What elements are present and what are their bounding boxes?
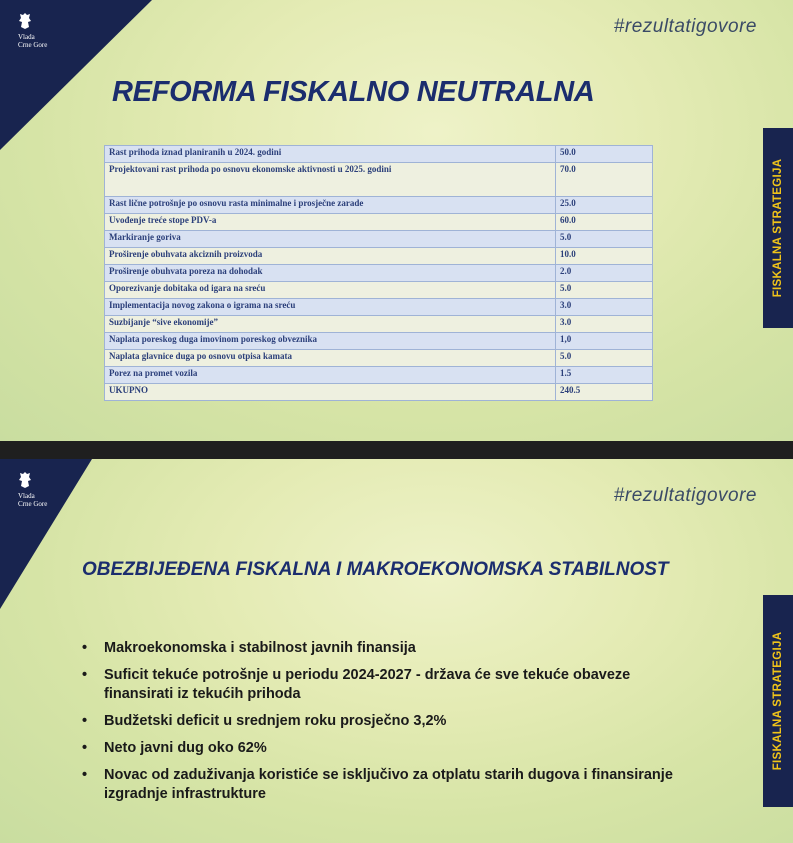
- logo-line2: Crne Gore: [18, 41, 48, 49]
- row-value: 240.5: [556, 384, 653, 401]
- row-label: Naplata poreskog duga imovinom poreskog obveznika: [105, 333, 556, 350]
- logo-line1: Vlada: [18, 492, 35, 500]
- slide-title: REFORMA FISKALNO NEUTRALNA: [112, 76, 595, 108]
- government-logo: [18, 12, 47, 49]
- row-value: 3.0: [556, 316, 653, 333]
- table-row: [105, 163, 653, 197]
- bullet-icon: •: [82, 713, 88, 729]
- bullet-text: Budžetski deficit u srednjem roku prosječno 3,2%: [104, 713, 447, 729]
- slide-divider: [0, 441, 793, 459]
- table-row: [105, 384, 653, 401]
- row-value: 25.0: [556, 197, 653, 214]
- table-row: [105, 248, 653, 265]
- row-value: 5.0: [556, 350, 653, 367]
- bullet-icon: •: [82, 640, 88, 656]
- table-row: [105, 350, 653, 367]
- row-value: 70.0: [556, 163, 653, 197]
- row-value: 2.0: [556, 265, 653, 282]
- table-row: [105, 197, 653, 214]
- row-label: Proširenje obuhvata akciznih proizvoda: [105, 248, 556, 265]
- row-label: Rast lične potrošnje po osnovu rasta minimalne i prosječne zarade: [105, 197, 556, 214]
- table-row: [105, 367, 653, 384]
- bullet-text: Neto javni dug oko 62%: [104, 740, 267, 756]
- table-row: [105, 231, 653, 248]
- logo-line1: Vlada: [18, 33, 35, 41]
- row-label: Suzbijanje “sive ekonomije”: [105, 316, 556, 333]
- row-label: UKUPNO: [105, 384, 556, 401]
- bullet-icon: •: [82, 767, 88, 783]
- row-value: 10.0: [556, 248, 653, 265]
- bullet-icon: •: [82, 667, 88, 683]
- bullet-icon: •: [82, 740, 88, 756]
- government-logo: [18, 471, 47, 508]
- row-label: Uvođenje treće stope PDV-a: [105, 214, 556, 231]
- bullet-item: [82, 712, 682, 731]
- corner-decoration: [0, 459, 100, 619]
- row-label: Naplata glavnice duga po osnovu otpisa kamata: [105, 350, 556, 367]
- bullet-text: Suficit tekuće potrošnje u periodu 2024-2027 - država će sve tekuće obaveze finansirati iz tekućih prihoda: [104, 667, 631, 702]
- coat-of-arms-icon: [18, 12, 32, 30]
- slide-stabilnost: [0, 459, 793, 843]
- row-label: Proširenje obuhvata poreza na dohodak: [105, 265, 556, 282]
- fiscal-table: [104, 145, 653, 401]
- bullet-item: [82, 639, 682, 658]
- table-row: [105, 282, 653, 299]
- side-tab-label: FISKALNA STRATEGIJA: [772, 631, 784, 771]
- row-value: 3.0: [556, 299, 653, 316]
- row-value: 1.5: [556, 367, 653, 384]
- side-tab: [763, 595, 793, 807]
- bullet-item: [82, 666, 682, 704]
- row-value: 5.0: [556, 282, 653, 299]
- bullet-item: [82, 739, 682, 758]
- slide-title: OBEZBIJEĐENA FISKALNA I MAKROEKONOMSKA STABILNOST: [82, 559, 669, 580]
- table-row: [105, 299, 653, 316]
- row-label: Implementacija novog zakona o igrama na sreću: [105, 299, 556, 316]
- row-label: Rast prihoda iznad planiranih u 2024. godini: [105, 146, 556, 163]
- row-value: 5.0: [556, 231, 653, 248]
- hashtag: #rezultatigovore: [613, 485, 757, 506]
- row-value: 60.0: [556, 214, 653, 231]
- row-label: Oporezivanje dobitaka od igara na sreću: [105, 282, 556, 299]
- logo-line2: Crne Gore: [18, 500, 48, 508]
- table-row: [105, 265, 653, 282]
- table-row: [105, 146, 653, 163]
- row-value: 50.0: [556, 146, 653, 163]
- hashtag: #rezultatigovore: [613, 16, 757, 37]
- row-label: Markiranje goriva: [105, 231, 556, 248]
- bullet-text: Novac od zaduživanja koristiće se isključivo za otplatu starih dugova i finansiranje izgradnje infrastrukture: [104, 767, 673, 802]
- row-label: Porez na promet vozila: [105, 367, 556, 384]
- bullet-item: [82, 766, 682, 804]
- coat-of-arms-icon: [18, 471, 32, 489]
- table-row: [105, 333, 653, 350]
- table-row: [105, 316, 653, 333]
- table-row: [105, 214, 653, 231]
- bullet-list: [82, 639, 682, 812]
- side-tab-label: FISKALNA STRATEGIJA: [772, 158, 784, 298]
- bullet-text: Makroekonomska i stabilnost javnih finansija: [104, 640, 416, 656]
- row-value: 1,0: [556, 333, 653, 350]
- row-label: Projektovani rast prihoda po osnovu ekonomske aktivnosti u 2025. godini: [105, 163, 556, 197]
- side-tab: [763, 128, 793, 328]
